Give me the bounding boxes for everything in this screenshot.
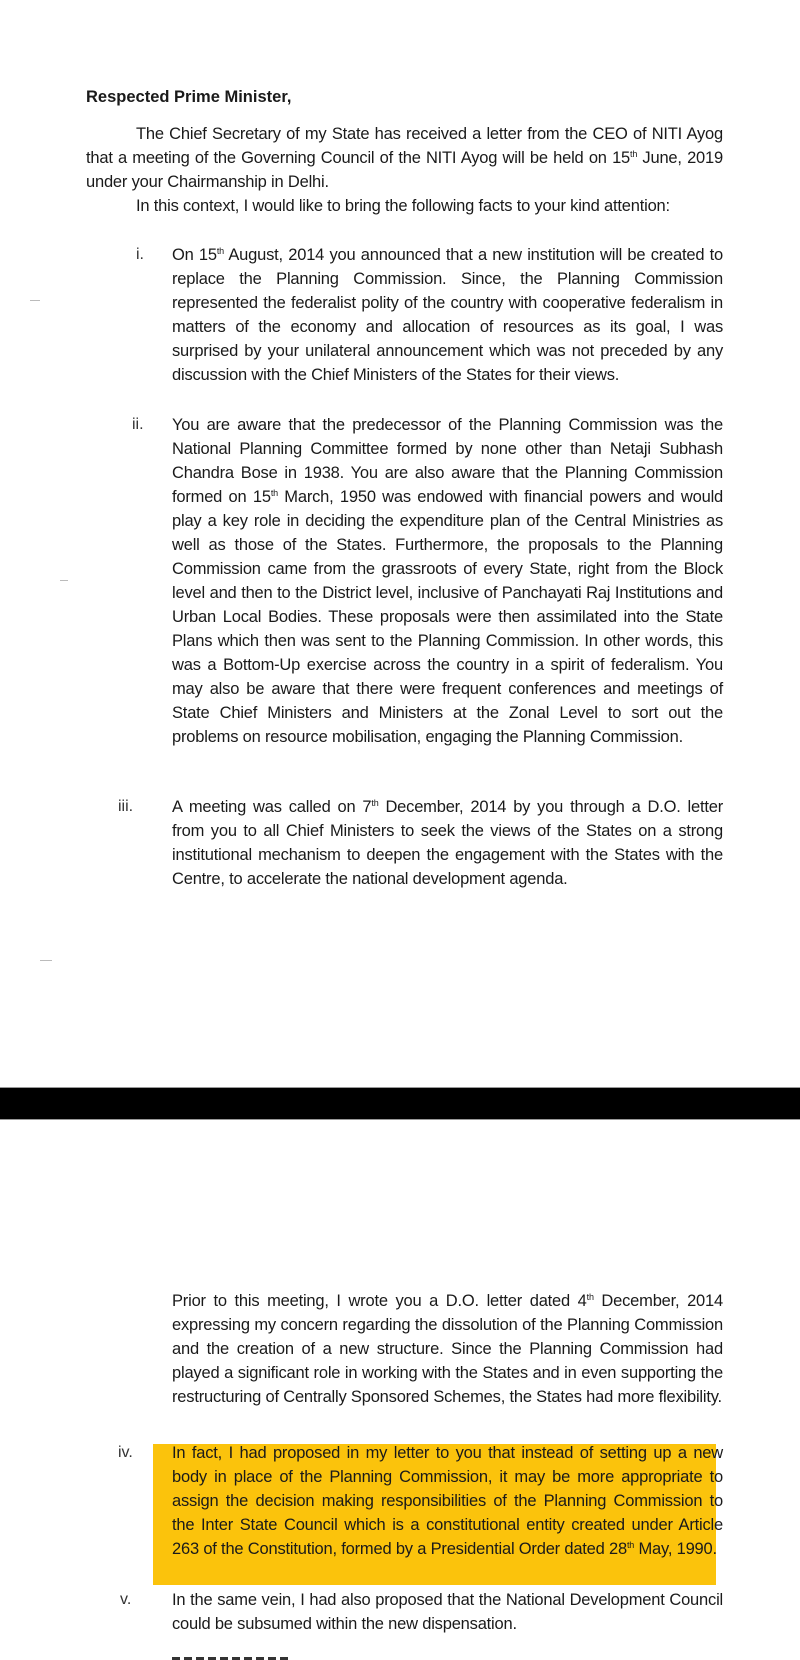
list-item-text: In the same vein, I had also proposed that the National Development Council could be subsumed within the new dispensation. — [172, 1591, 723, 1633]
clipped-text-line — [172, 1652, 292, 1660]
page-break-bar — [0, 1087, 800, 1120]
ordinal-suffix: th — [270, 488, 278, 498]
continuation-paragraph — [172, 1289, 723, 1409]
ordinal-suffix: th — [371, 798, 379, 808]
list-item-text-end: December, 2014 by you through a D.O. letter from you to all Chief Ministers to seek the views of the States on a strong institutional mechanism to deepen the engagement with the States with the Centre, to accelerate the national development agenda. — [172, 798, 724, 888]
list-marker: v. — [120, 1591, 132, 1608]
continuation-text-end: December, 2014 expressing my concern regarding the dissolution of the Planning Commission and the creation of a new structure. Since the Planning Commission had played a significant role in working with the States and in even supporting the restructuring of Centrally Sponsored Schemes, the States had more flexibility. — [172, 1292, 723, 1406]
ordinal-suffix: th — [630, 149, 638, 159]
continuation-text: Prior to this meeting, I wrote you a D.O. letter dated 4 — [172, 1292, 587, 1310]
ordinal-suffix: th — [586, 1292, 594, 1302]
salutation: Respected Prime Minister, — [86, 88, 292, 106]
scan-speck — [40, 960, 52, 961]
ordinal-suffix: th — [626, 1540, 635, 1550]
list-item-text-end: March, 1950 was endowed with financial powers and would play a key role in deciding the expenditure plan of the Central Ministries as well as those of the States. Furthermore, the proposals to the Planning Commission came from the grassroots of every State, right from the Block level and then to the District level, inclusive of Panchayati Raj Institutions and Urban Local Bodies. These proposals were then assimilated into the State Plans which then was sent to the Planning Commission. In other words, this was a Bottom-Up exercise across the country in a spirit of federalism. You may also be aware that there were frequent conferences and meetings of State Chief Ministers and Ministers at the Zonal Level to sort out the problems on resource mobilisation, engaging the Planning Commission. — [172, 488, 724, 746]
list-item — [172, 243, 723, 387]
list-marker: i. — [136, 246, 144, 263]
intro-p1-text-end: June, 2019 under your Chairmanship in Delhi. — [86, 149, 723, 191]
intro-p1-text: The Chief Secretary of my State has received a letter from the CEO of NITI Ayog that a meeting of the Governing Council of the NITI Ayog will be held on 15 — [86, 125, 723, 167]
scan-speck — [60, 580, 68, 581]
list-item-text: On 15 — [172, 246, 217, 264]
list-marker: ii. — [132, 416, 144, 433]
list-item-text-end: May, 1990. — [634, 1540, 717, 1558]
list-item-text: You are aware that the predecessor of the Planning Commission was the National Planning Committee formed by none other than Netaji Subhash Chandra Bose in 1938. You are also aware that the Planning Commission formed on 15 — [172, 416, 723, 506]
intro-paragraph-2: In this context, I would like to bring the following facts to your kind attention: — [136, 197, 670, 215]
ordinal-suffix: th — [216, 246, 224, 256]
list-marker: iv. — [118, 1444, 133, 1461]
scan-speck — [30, 300, 40, 301]
list-item — [172, 413, 723, 749]
list-item-text: In fact, I had proposed in my letter to you that instead of setting up a new body in place of the Planning Commission, it may be more appropriate to assign the decision making responsibilities of the Planning Commission to the Inter State Council which is a constitutional entity created under Article 263 of the Constitution, formed by a Presidential Order dated 28 — [172, 1444, 723, 1558]
intro-paragraph-1 — [86, 122, 723, 194]
list-item — [172, 795, 723, 891]
list-marker: iii. — [118, 798, 134, 815]
highlighted-list-item — [172, 1441, 723, 1561]
list-item — [172, 1588, 723, 1636]
list-item-text: A meeting was called on 7 — [172, 798, 372, 816]
list-item-text-end: August, 2014 you announced that a new institution will be created to replace the Planning Commission. Since, the Planning Commission represented the federalist polity of the country with cooperative federalism in matters of the economy and allocation of resources as its goal, I was surprised by your unilateral announcement which was not preceded by any discussion with the Chief Ministers of the States for their views. — [172, 246, 723, 384]
